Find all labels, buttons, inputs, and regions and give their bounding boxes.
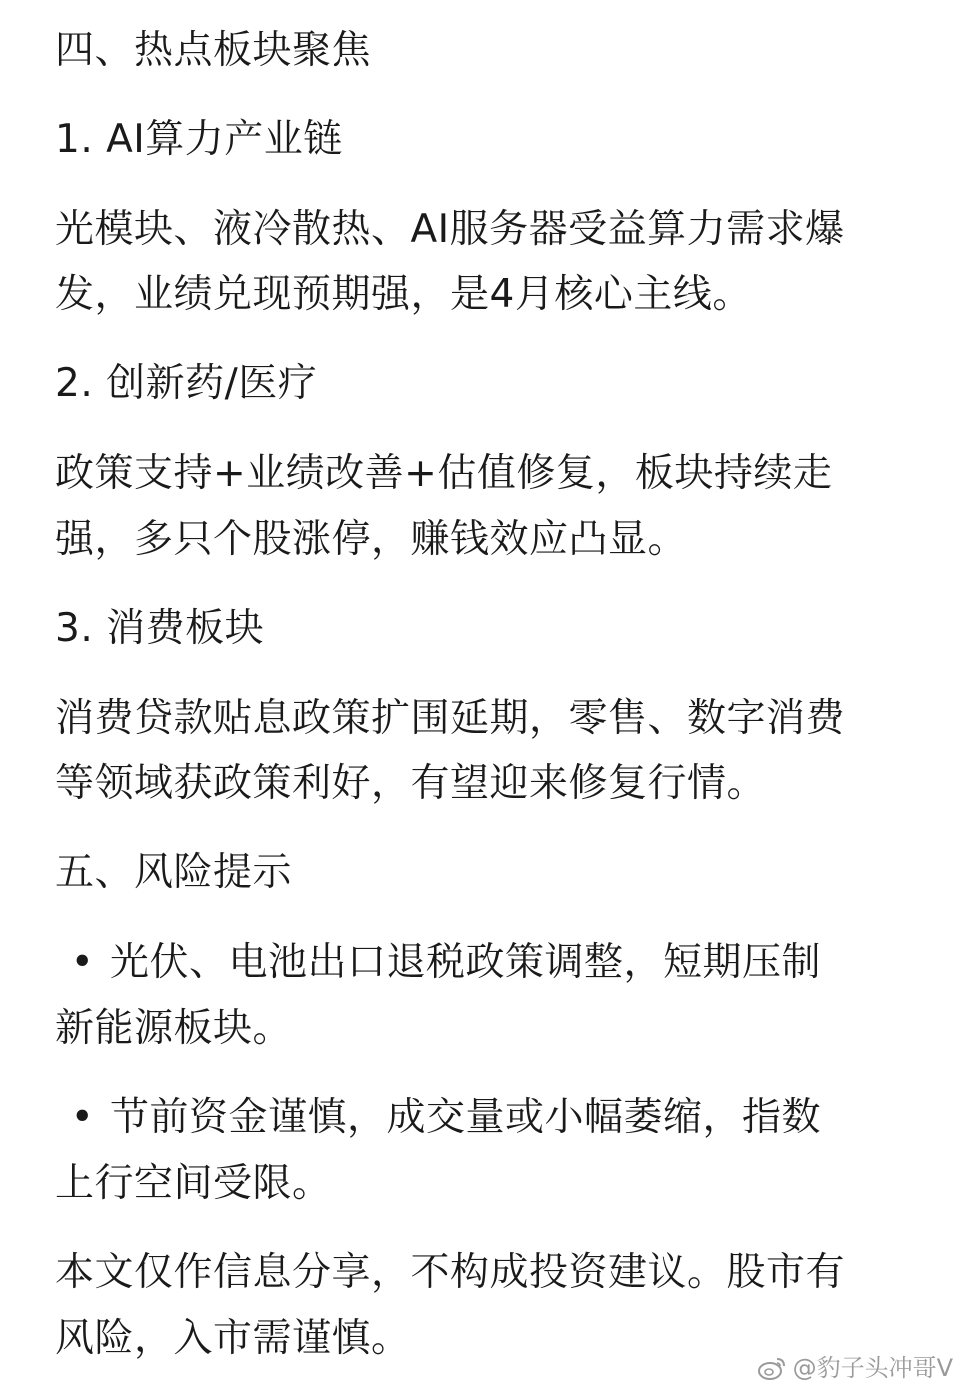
weibo-logo-icon bbox=[757, 1355, 787, 1381]
section-heading-risk: 五、风险提示 bbox=[55, 850, 293, 895]
paragraph-line: 上行空间受限。 bbox=[55, 1161, 332, 1206]
item-heading-innovative-drugs: 2. 创新药/医疗 bbox=[55, 361, 318, 406]
bullet-item bbox=[55, 1095, 821, 1141]
bullet-text: 节前资金谨慎，成交量或小幅萎缩，指数 bbox=[110, 1095, 822, 1140]
paragraph-line: 消费贷款贴息政策扩围延期，零售、数字消费 bbox=[55, 696, 846, 741]
paragraph-line: 政策支持+业绩改善+估值修复，板块持续走 bbox=[55, 451, 833, 496]
bullet-text: 光伏、电池出口退税政策调整，短期压制 bbox=[110, 940, 822, 985]
disclaimer-line: 本文仅作信息分享，不构成投资建议。股市有 bbox=[55, 1250, 846, 1295]
bullet-icon: • bbox=[70, 1095, 95, 1140]
disclaimer-line: 风险，入市需谨慎。 bbox=[55, 1316, 411, 1361]
paragraph-line: 强，多只个股涨停，赚钱效应凸显。 bbox=[55, 517, 688, 562]
bullet-icon: • bbox=[70, 940, 95, 985]
paragraph-line: 光模块、液冷散热、AI服务器受益算力需求爆 bbox=[55, 207, 845, 252]
watermark bbox=[757, 1353, 953, 1383]
item-heading-consumer: 3. 消费板块 bbox=[55, 606, 265, 651]
paragraph-line: 发，业绩兑现预期强，是4月核心主线。 bbox=[55, 272, 752, 317]
watermark-text: @豹子头冲哥V bbox=[792, 1354, 953, 1382]
item-heading-ai-compute: 1. AI算力产业链 bbox=[55, 117, 343, 162]
bullet-item bbox=[55, 940, 821, 986]
paragraph-line: 新能源板块。 bbox=[55, 1006, 293, 1051]
paragraph-line: 等领域获政策利好，有望迎来修复行情。 bbox=[55, 761, 767, 806]
section-heading-hot-sectors: 四、热点板块聚焦 bbox=[55, 28, 372, 73]
